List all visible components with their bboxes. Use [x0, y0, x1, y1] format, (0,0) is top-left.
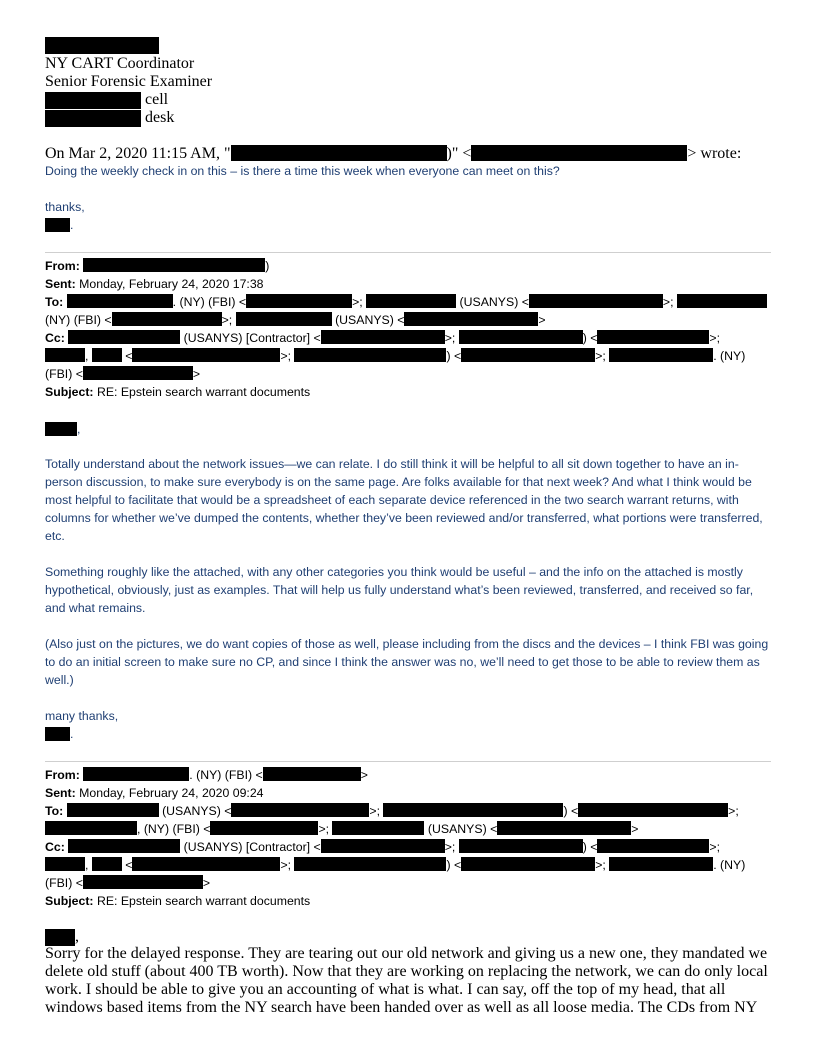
redaction: [67, 294, 173, 308]
quote-mid: )" <: [446, 145, 472, 162]
cc-text: . (NY): [713, 349, 746, 363]
to-label: To:: [45, 295, 64, 309]
cc-text: >;: [709, 840, 721, 854]
redaction: [83, 875, 203, 889]
cc-text: (USANYS) [Contractor] <: [183, 840, 321, 854]
redaction: [597, 330, 709, 344]
redaction: [45, 110, 141, 127]
email2-sent: [45, 784, 264, 802]
redaction: [321, 839, 445, 853]
from-label: From:: [45, 259, 80, 273]
cell-label: cell: [145, 91, 169, 108]
separator: [45, 252, 771, 253]
subject-value: RE: Epstein search warrant documents: [96, 385, 311, 399]
redaction: [677, 294, 767, 308]
signature-role: Senior Forensic Examiner: [45, 73, 213, 90]
cc-text: >;: [709, 331, 721, 345]
to-text: >;: [221, 313, 233, 327]
to-text: (NY) (FBI) <: [45, 313, 112, 327]
redaction: [45, 821, 137, 835]
email1-cc-line1: [45, 329, 720, 347]
redaction: [45, 857, 85, 871]
redaction: [236, 312, 332, 326]
redaction: [294, 857, 446, 871]
cc-text: ) <: [582, 840, 598, 854]
cc-label: Cc:: [45, 840, 65, 854]
to-text: >;: [369, 804, 381, 818]
redaction: [459, 839, 583, 853]
redaction: [294, 348, 446, 362]
cc-text: ,: [85, 349, 89, 363]
email2-cc-line3: [45, 874, 210, 892]
to-text: . (NY) (FBI) <: [172, 295, 247, 309]
to-text: (USANYS) <: [459, 295, 529, 309]
redaction: [112, 312, 222, 326]
email2-cc-line1: [45, 838, 720, 856]
redaction: [597, 839, 709, 853]
email1-paragraph-3: (Also just on the pictures, we do want copies of those as well, please including from the discs and the devices – I think FBI was going to do an initial screen to make sure no CP, and since I think the answer was no, we’ll need to get those to be able to review them as well.): [45, 637, 769, 687]
email2-to-line1: [45, 802, 739, 820]
email2-cc-line2: [45, 856, 745, 874]
subject-label: Subject:: [45, 894, 94, 908]
to-text: >;: [318, 822, 330, 836]
cc-text: (FBI) <: [45, 876, 83, 890]
to-text: >: [538, 313, 546, 327]
redaction: [471, 145, 687, 161]
email1-from: [45, 257, 269, 275]
period: .: [70, 218, 74, 232]
redaction: [231, 145, 447, 161]
sent-label: Sent:: [45, 277, 76, 291]
cc-text: ,: [85, 858, 89, 872]
reply-closing: thanks,: [45, 200, 85, 214]
email2-body: Sorry for the delayed response. They are tearing out our old network and giving us a new one, they mandated we delete old stuff (about 400 TB worth). Now that they are working on replacing the network, we can do only local work. I should be able to give you an accounting of what is what. I can say, off the top of my head, that all windows based items from the NY search have been handed over as well as all loose media. The CDs from NY: [45, 945, 768, 1016]
redaction: [92, 857, 122, 871]
redaction: [529, 294, 663, 308]
redaction: [45, 92, 141, 109]
to-text: (USANYS) <: [335, 313, 405, 327]
from-text: . (NY) (FBI) <: [189, 768, 263, 782]
redaction: [132, 348, 280, 362]
desk-label: desk: [145, 109, 175, 126]
cc-text: <: [125, 349, 133, 363]
to-text: >: [631, 822, 639, 836]
comma: ,: [75, 928, 79, 945]
cc-text: (FBI) <: [45, 367, 83, 381]
redaction: [321, 330, 445, 344]
quote-header: [45, 145, 741, 163]
email2-subject: [45, 892, 310, 910]
email1-closing: many thanks,: [45, 709, 119, 723]
redaction: [383, 803, 563, 817]
cc-text: >: [192, 367, 201, 381]
cc-text: ) <: [446, 858, 462, 872]
redaction: [132, 857, 280, 871]
redaction: [83, 366, 193, 380]
redaction: [67, 803, 159, 817]
comma: ,: [77, 422, 81, 436]
to-text: , (NY) (FBI) <: [137, 822, 211, 836]
cc-text: >;: [280, 858, 292, 872]
reply-body: Doing the weekly check in on this – is there a time this week when everyone can meet on this?: [45, 164, 560, 178]
redaction: [459, 330, 583, 344]
email2-from: [45, 766, 368, 784]
email1-paragraph-1: Totally understand about the network issues—we can relate. I do still think it will be helpful to all sit down together to have an in-person discussion, to make sure everybody is on the same page. Are folks available for that next week? And what I think would be most helpful to facilitate that would be a spreadsheet of each separate device referenced in the two search warrant returns, with columns for whether we’ve dumped the contents, whether they’ve been reviewed and/or transferred, what portions were transferred, etc.: [45, 457, 763, 543]
redaction: [609, 348, 713, 362]
from-text: >: [360, 768, 368, 782]
sent-value: Monday, February 24, 2020 09:24: [79, 786, 264, 800]
redaction: [231, 803, 369, 817]
redaction: [83, 767, 189, 781]
from-tail: ): [265, 259, 270, 273]
cc-text: >;: [595, 349, 606, 363]
redaction: [45, 422, 77, 436]
quote-prefix: On Mar 2, 2020 11:15 AM, ": [45, 145, 231, 162]
cc-text: >: [202, 876, 211, 890]
cc-text: ) <: [582, 331, 598, 345]
cc-text: >;: [444, 840, 456, 854]
cc-text: ) <: [446, 349, 462, 363]
email1-to-line1: [45, 293, 767, 311]
redaction: [45, 348, 85, 362]
email1-sent: [45, 275, 264, 293]
redaction: [68, 330, 180, 344]
redaction: [609, 857, 713, 871]
cc-text: . (NY): [713, 858, 746, 872]
to-text: ) <: [563, 804, 579, 818]
redaction: [92, 348, 122, 362]
cc-text: >;: [444, 331, 456, 345]
redaction: [404, 312, 538, 326]
subject-label: Subject:: [45, 385, 94, 399]
signature-title: NY CART Coordinator: [45, 55, 195, 72]
to-text: >;: [728, 804, 739, 818]
redaction: [45, 929, 75, 946]
cc-text: (USANYS) [Contractor] <: [183, 331, 321, 345]
to-label: To:: [45, 804, 64, 818]
sent-value: Monday, February 24, 2020 17:38: [79, 277, 264, 291]
to-text: (USANYS) <: [427, 822, 498, 836]
email1-subject: [45, 383, 310, 401]
to-text: >;: [352, 295, 363, 309]
subject-value: RE: Epstein search warrant documents: [96, 894, 311, 908]
from-label: From:: [45, 768, 80, 782]
redaction: [68, 839, 180, 853]
email1-cc-line3: [45, 365, 200, 383]
redaction: [45, 37, 159, 54]
separator: [45, 761, 771, 762]
redaction: [83, 258, 265, 272]
redaction: [366, 294, 456, 308]
cc-text: <: [125, 858, 133, 872]
redaction: [246, 294, 352, 308]
redaction: [461, 348, 595, 362]
period: .: [70, 727, 74, 741]
redaction: [461, 857, 595, 871]
redaction: [578, 803, 728, 817]
email2-to-line2: [45, 820, 638, 838]
cc-text: >;: [280, 349, 292, 363]
sent-label: Sent:: [45, 786, 76, 800]
redaction: [210, 821, 318, 835]
redaction: [45, 727, 70, 741]
email1-to-line2: [45, 311, 546, 329]
redaction: [263, 767, 361, 781]
redaction: [332, 821, 424, 835]
to-text: >;: [662, 295, 674, 309]
email1-cc-line2: [45, 347, 745, 365]
quote-suffix: > wrote:: [687, 145, 742, 162]
cc-text: >;: [595, 858, 606, 872]
redaction: [497, 821, 631, 835]
redaction: [45, 218, 70, 232]
email1-paragraph-2: Something roughly like the attached, with any other categories you think would be useful – and the info on the attached is mostly hypothetical, obviously, just as examples. That will help us fully understand what’s been reviewed, transferred, and received so far, and what remains.: [45, 565, 754, 615]
to-text: (USANYS) <: [162, 804, 232, 818]
cc-label: Cc:: [45, 331, 65, 345]
